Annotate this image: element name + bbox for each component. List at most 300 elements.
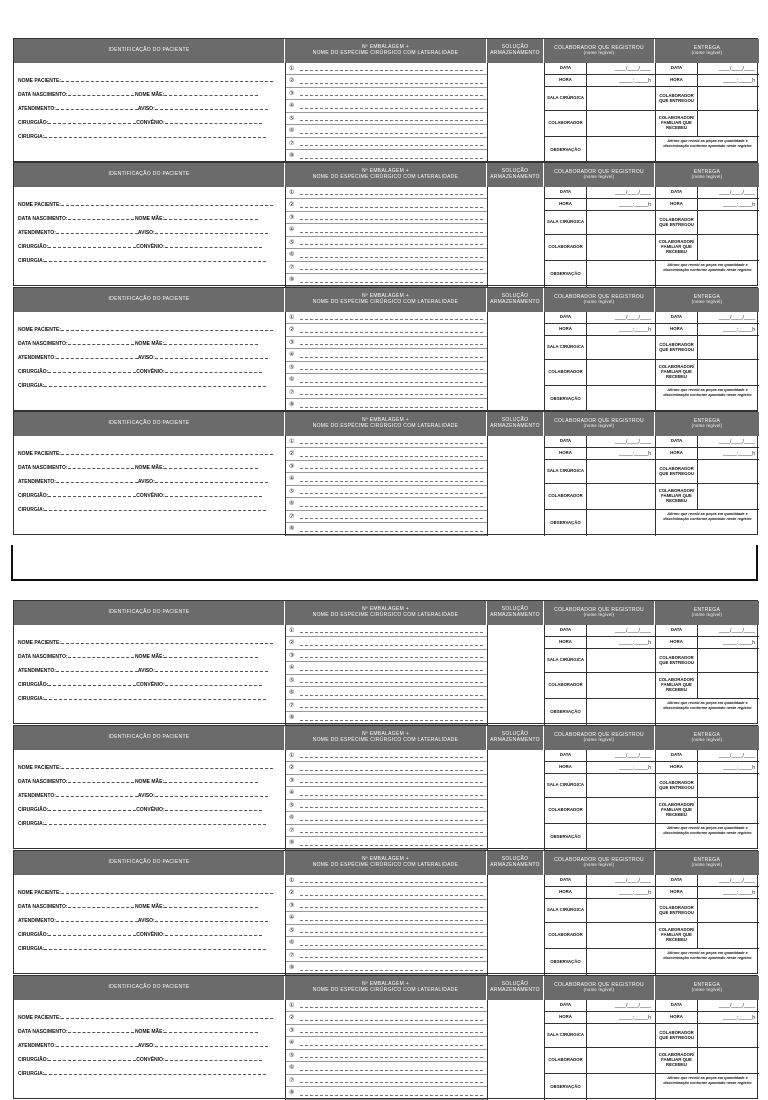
- collab-hour-row[interactable]: HORA _____:_____h: [545, 448, 655, 460]
- collab-observation-row[interactable]: OBSERVAÇÃO: [545, 510, 655, 536]
- solution-header: SOLUÇÃO ARMAZENAMENTO: [487, 601, 544, 625]
- specimen-record-block: [13, 850, 758, 974]
- specimen-row[interactable]: [286, 700, 487, 712]
- specimen-row[interactable]: [286, 337, 487, 349]
- collab-date-row[interactable]: DATA ____/____/____: [545, 63, 655, 75]
- birth-date-field[interactable]: DATA NASCIMENTO: NOME MÃE:: [18, 340, 258, 347]
- specimen-row[interactable]: [286, 713, 487, 725]
- specimen-row[interactable]: [286, 1075, 487, 1087]
- collab-room-row[interactable]: SALA CIRÚRGICA: [545, 899, 655, 923]
- specimen-number: ⑧: [289, 715, 295, 721]
- surgeon-field[interactable]: CIRURGIÃO: CONVÊNIO:: [18, 492, 262, 499]
- collaborator-column: [544, 312, 655, 412]
- specimen-number: ⑥: [289, 940, 295, 946]
- delivery-date-row[interactable]: DATA ____/____/____: [656, 312, 759, 324]
- patient-name-field[interactable]: NOME PACIENTE:: [18, 201, 273, 208]
- specimen-number: ⑤: [289, 488, 295, 495]
- mother-name-field[interactable]: NOME MÃE:: [134, 1029, 165, 1035]
- specimen-row[interactable]: [286, 688, 487, 700]
- delivery-hour-row[interactable]: HORA _____:_____h: [656, 637, 759, 649]
- collaborator-column: [544, 436, 655, 536]
- specimen-number: ①: [289, 189, 295, 196]
- specimen-row[interactable]: [286, 262, 487, 274]
- collaborator-header: COLABORADOR QUE REGISTROU (nome legível): [544, 288, 655, 312]
- affirmation-row: Afirmo que recebi as peças em quantidade e discriminação conforme apontado neste registro: [663, 263, 752, 272]
- service-field[interactable]: ATENDIMENTO: AVISO:: [18, 478, 268, 485]
- specimen-number: ⑥: [289, 252, 295, 258]
- specimen-number: ⑤: [289, 1052, 295, 1059]
- mother-name-field[interactable]: NOME MÃE:: [134, 904, 165, 910]
- specimen-row[interactable]: [286, 663, 487, 675]
- specimen-row[interactable]: [286, 312, 487, 324]
- specimen-number: ⑦: [289, 827, 295, 834]
- collaborator-column: [544, 1000, 655, 1100]
- specimen-number: ①: [289, 314, 295, 321]
- collab-room-row[interactable]: SALA CIRÚRGICA: [545, 649, 655, 673]
- specimen-row[interactable]: [286, 775, 487, 787]
- specimen-row[interactable]: [286, 250, 487, 262]
- delivery-hour-row[interactable]: HORA _____:_____h: [656, 324, 759, 336]
- solution-column[interactable]: [487, 875, 544, 975]
- insurance-field[interactable]: CONVÊNIO:: [136, 369, 165, 375]
- collab-room-row[interactable]: SALA CIRÚRGICA: [545, 87, 655, 111]
- specimen-number: ④: [289, 790, 295, 796]
- specimen-row[interactable]: [286, 511, 487, 523]
- patient-id-header: IDENTIFICAÇÃO DO PACIENTE: [14, 601, 285, 625]
- collab-observation-row[interactable]: OBSERVAÇÃO: [545, 137, 655, 163]
- specimen-number: ②: [289, 640, 295, 646]
- collaborator-column: [544, 63, 655, 163]
- patient-name-field[interactable]: NOME PACIENTE:: [18, 326, 273, 333]
- collab-observation-row[interactable]: OBSERVAÇÃO: [545, 1074, 655, 1100]
- specimen-row[interactable]: [286, 800, 487, 812]
- notice-field[interactable]: AVISO:: [137, 668, 155, 674]
- collaborator-column: [544, 750, 655, 850]
- received-by-row[interactable]: COLABORADOR/ FAMILIAR QUE RECEBEU: [656, 798, 759, 824]
- specimen-row[interactable]: [286, 76, 487, 88]
- service-field[interactable]: ATENDIMENTO: AVISO:: [18, 917, 268, 924]
- collab-room-row[interactable]: SALA CIRÚRGICA: [545, 774, 655, 798]
- birth-date-field[interactable]: DATA NASCIMENTO: NOME MÃE:: [18, 215, 258, 222]
- surgeon-field[interactable]: CIRURGIÃO: CONVÊNIO:: [18, 243, 262, 250]
- specimen-row[interactable]: [286, 650, 487, 662]
- surgery-field[interactable]: CIRURGIA:: [18, 1070, 266, 1077]
- insurance-field[interactable]: CONVÊNIO:: [136, 807, 165, 813]
- specimen-number: ⑧: [289, 277, 295, 283]
- specimen-row[interactable]: [286, 888, 487, 900]
- specimen-number: ⑥: [289, 128, 295, 134]
- notice-field[interactable]: AVISO:: [137, 918, 155, 924]
- notice-field[interactable]: AVISO:: [137, 793, 155, 799]
- specimen-number: ③: [289, 902, 295, 909]
- solution-header: SOLUÇÃO ARMAZENAMENTO: [487, 851, 544, 875]
- specimen-row[interactable]: [286, 375, 487, 387]
- specimen-row[interactable]: [286, 813, 487, 825]
- specimen-row[interactable]: [286, 763, 487, 775]
- specimen-row[interactable]: [286, 900, 487, 912]
- specimen-number: ⑤: [289, 802, 295, 809]
- affirmation-row: Afirmo que recebi as peças em quantidade e discriminação conforme apontado neste registro: [663, 388, 752, 397]
- birth-date-field[interactable]: DATA NASCIMENTO: NOME MÃE:: [18, 778, 258, 785]
- affirmation-row: Afirmo que recebi as peças em quantidade e discriminação conforme apontado neste registro: [663, 951, 752, 960]
- specimen-row[interactable]: [286, 325, 487, 337]
- solution-column[interactable]: [487, 750, 544, 850]
- notice-field[interactable]: AVISO:: [137, 230, 155, 236]
- notice-field[interactable]: AVISO:: [137, 106, 155, 112]
- delivery-date-row[interactable]: DATA ____/____/____: [656, 750, 759, 762]
- collab-observation-row[interactable]: OBSERVAÇÃO: [545, 386, 655, 412]
- specimen-list: [285, 436, 487, 536]
- solution-column[interactable]: [487, 312, 544, 412]
- delivery-date-row[interactable]: DATA ____/____/____: [656, 436, 759, 448]
- birth-date-field[interactable]: DATA NASCIMENTO: NOME MÃE:: [18, 653, 258, 660]
- birth-date-field[interactable]: DATA NASCIMENTO: NOME MÃE:: [18, 1028, 258, 1035]
- collab-name-row[interactable]: COLABORADOR: [545, 484, 655, 510]
- delivered-by-row[interactable]: COLABORADOR QUE ENTREGOU: [656, 899, 759, 923]
- collaborator-header: COLABORADOR QUE REGISTROU (nome legível): [544, 39, 655, 63]
- surgery-field[interactable]: CIRURGIA:: [18, 820, 266, 827]
- surgery-field[interactable]: CIRURGIA:: [18, 133, 266, 140]
- service-field[interactable]: ATENDIMENTO: AVISO:: [18, 792, 268, 799]
- delivery-date-row[interactable]: DATA ____/____/____: [656, 187, 759, 199]
- specimen-record-block: [13, 38, 758, 162]
- collab-name-row[interactable]: COLABORADOR: [545, 923, 655, 949]
- specimen-row[interactable]: [286, 138, 487, 150]
- specimen-list: [285, 875, 487, 975]
- service-field[interactable]: ATENDIMENTO: AVISO:: [18, 354, 268, 361]
- specimen-record-block: [13, 725, 758, 849]
- specimen-row[interactable]: [286, 350, 487, 362]
- specimen-row[interactable]: [286, 474, 487, 486]
- mother-name-field[interactable]: NOME MÃE:: [134, 92, 165, 98]
- collab-observation-row[interactable]: OBSERVAÇÃO: [545, 949, 655, 975]
- specimen-number: ⑧: [289, 840, 295, 846]
- delivery-column: [655, 625, 759, 725]
- specimen-row[interactable]: [286, 225, 487, 237]
- patient-name-field[interactable]: NOME PACIENTE:: [18, 639, 273, 646]
- surgeon-field[interactable]: CIRURGIÃO: CONVÊNIO:: [18, 681, 262, 688]
- service-field[interactable]: ATENDIMENTO: AVISO:: [18, 1042, 268, 1049]
- collab-observation-row[interactable]: OBSERVAÇÃO: [545, 699, 655, 725]
- specimen-list: [285, 187, 487, 287]
- specimen-number: ④: [289, 665, 295, 671]
- delivery-header: ENTREGA (nome legível): [655, 412, 759, 436]
- specimen-row[interactable]: [286, 200, 487, 212]
- collaborator-column: [544, 875, 655, 975]
- specimen-row[interactable]: [286, 237, 487, 249]
- delivery-header: ENTREGA (nome legível): [655, 976, 759, 1000]
- delivery-hour-row[interactable]: HORA _____:_____h: [656, 1012, 759, 1024]
- collab-date-row[interactable]: DATA ____/____/____: [545, 875, 655, 887]
- solution-column[interactable]: [487, 187, 544, 287]
- specimen-row[interactable]: [286, 101, 487, 113]
- delivery-header: ENTREGA (nome legível): [655, 601, 759, 625]
- specimen-number: ②: [289, 327, 295, 333]
- collab-date-row[interactable]: DATA ____/____/____: [545, 436, 655, 448]
- patient-id-header: IDENTIFICAÇÃO DO PACIENTE: [14, 163, 285, 187]
- specimen-number: ④: [289, 352, 295, 358]
- specimen-number: ④: [289, 476, 295, 482]
- notice-field[interactable]: AVISO:: [137, 479, 155, 485]
- mother-name-field[interactable]: NOME MÃE:: [134, 341, 165, 347]
- specimen-header: Nº EMBALAGEM + NOME DO ESPÉCIME CIRÚRGICO COM LATERALIDADE: [285, 601, 487, 625]
- specimen-row[interactable]: [286, 524, 487, 536]
- specimen-list: [285, 625, 487, 725]
- delivery-header: ENTREGA (nome legível): [655, 39, 759, 63]
- collab-name-row[interactable]: COLABORADOR: [545, 111, 655, 137]
- specimen-row[interactable]: [286, 1000, 487, 1012]
- delivered-by-row[interactable]: COLABORADOR QUE ENTREGOU: [656, 774, 759, 798]
- delivered-by-row[interactable]: COLABORADOR QUE ENTREGOU: [656, 336, 759, 360]
- specimen-number: ⑦: [289, 702, 295, 709]
- insurance-field[interactable]: CONVÊNIO:: [136, 493, 165, 499]
- collab-room-row[interactable]: SALA CIRÚRGICA: [545, 1024, 655, 1048]
- collaborator-header: COLABORADOR QUE REGISTROU (nome legível): [544, 726, 655, 750]
- specimen-row[interactable]: [286, 1025, 487, 1037]
- specimen-row[interactable]: [286, 387, 487, 399]
- collab-room-row[interactable]: SALA CIRÚRGICA: [545, 336, 655, 360]
- specimen-number: ⑥: [289, 815, 295, 821]
- delivery-header: ENTREGA (nome legível): [655, 163, 759, 187]
- received-by-row[interactable]: COLABORADOR/ FAMILIAR QUE RECEBEU: [656, 923, 759, 949]
- collab-date-row[interactable]: DATA ____/____/____: [545, 1000, 655, 1012]
- specimen-number: ③: [289, 463, 295, 470]
- specimen-row[interactable]: [286, 275, 487, 287]
- collab-name-row[interactable]: COLABORADOR: [545, 1048, 655, 1074]
- service-field[interactable]: ATENDIMENTO: AVISO:: [18, 229, 268, 236]
- specimen-row[interactable]: [286, 113, 487, 125]
- specimen-row[interactable]: [286, 1088, 487, 1100]
- collab-hour-row[interactable]: HORA _____:_____h: [545, 199, 655, 211]
- service-field[interactable]: ATENDIMENTO: AVISO:: [18, 667, 268, 674]
- collab-room-row[interactable]: SALA CIRÚRGICA: [545, 460, 655, 484]
- delivery-date-row[interactable]: DATA ____/____/____: [656, 63, 759, 75]
- received-by-row[interactable]: COLABORADOR/ FAMILIAR QUE RECEBEU: [656, 1048, 759, 1074]
- patient-id-header: IDENTIFICAÇÃO DO PACIENTE: [14, 976, 285, 1000]
- specimen-row[interactable]: [286, 1038, 487, 1050]
- notice-field[interactable]: AVISO:: [137, 355, 155, 361]
- surgery-field[interactable]: CIRURGIA:: [18, 945, 266, 952]
- specimen-row[interactable]: [286, 212, 487, 224]
- delivery-column: [655, 750, 759, 850]
- specimen-number: ⑦: [289, 1077, 295, 1084]
- specimen-header: Nº EMBALAGEM + NOME DO ESPÉCIME CIRÚRGICO COM LATERALIDADE: [285, 851, 487, 875]
- delivery-hour-row[interactable]: HORA _____:_____h: [656, 762, 759, 774]
- delivery-hour-row[interactable]: HORA _____:_____h: [656, 448, 759, 460]
- solution-column[interactable]: [487, 625, 544, 725]
- received-by-row[interactable]: COLABORADOR/ FAMILIAR QUE RECEBEU: [656, 484, 759, 510]
- birth-date-field[interactable]: DATA NASCIMENTO: NOME MÃE:: [18, 903, 258, 910]
- mother-name-field[interactable]: NOME MÃE:: [134, 465, 165, 471]
- specimen-record-block: [13, 287, 758, 411]
- received-by-row[interactable]: COLABORADOR/ FAMILIAR QUE RECEBEU: [656, 360, 759, 386]
- affirmation-row: Afirmo que recebi as peças em quantidade e discriminação conforme apontado neste registro: [663, 512, 752, 521]
- solution-header: SOLUÇÃO ARMAZENAMENTO: [487, 39, 544, 63]
- patient-id-header: IDENTIFICAÇÃO DO PACIENTE: [14, 726, 285, 750]
- delivery-column: [655, 1000, 759, 1100]
- solution-column[interactable]: [487, 1000, 544, 1100]
- specimen-row[interactable]: [286, 362, 487, 374]
- collab-name-row[interactable]: COLABORADOR: [545, 673, 655, 699]
- delivery-date-row[interactable]: DATA ____/____/____: [656, 875, 759, 887]
- specimen-row[interactable]: [286, 963, 487, 975]
- specimen-record-block: [13, 162, 758, 286]
- specimen-number: ⑤: [289, 677, 295, 684]
- specimen-list: [285, 63, 487, 163]
- collab-date-row[interactable]: DATA ____/____/____: [545, 750, 655, 762]
- delivery-hour-row[interactable]: HORA _____:_____h: [656, 75, 759, 87]
- specimen-row[interactable]: [286, 1063, 487, 1075]
- patient-name-field[interactable]: NOME PACIENTE:: [18, 764, 273, 771]
- solution-column[interactable]: [487, 436, 544, 536]
- delivered-by-row[interactable]: COLABORADOR QUE ENTREGOU: [656, 460, 759, 484]
- notice-field[interactable]: AVISO:: [137, 1043, 155, 1049]
- patient-name-field[interactable]: NOME PACIENTE:: [18, 450, 273, 457]
- solution-header: SOLUÇÃO ARMAZENAMENTO: [487, 288, 544, 312]
- insurance-field[interactable]: CONVÊNIO:: [136, 120, 165, 126]
- delivered-by-row[interactable]: COLABORADOR QUE ENTREGOU: [656, 87, 759, 111]
- affirmation-row: Afirmo que recebi as peças em quantidade e discriminação conforme apontado neste registro: [663, 826, 752, 835]
- service-field[interactable]: ATENDIMENTO: AVISO:: [18, 105, 268, 112]
- specimen-row[interactable]: [286, 449, 487, 461]
- specimen-number: ③: [289, 214, 295, 221]
- specimen-number: ②: [289, 202, 295, 208]
- specimen-row[interactable]: [286, 788, 487, 800]
- specimen-row[interactable]: [286, 486, 487, 498]
- specimen-number: ⑥: [289, 690, 295, 696]
- patient-id-header: IDENTIFICAÇÃO DO PACIENTE: [14, 39, 285, 63]
- specimen-row[interactable]: [286, 461, 487, 473]
- specimen-number: ⑧: [289, 402, 295, 408]
- specimen-row[interactable]: [286, 838, 487, 850]
- specimen-row[interactable]: [286, 938, 487, 950]
- insurance-field[interactable]: CONVÊNIO:: [136, 244, 165, 250]
- specimen-number: ④: [289, 1040, 295, 1046]
- specimen-number: ⑥: [289, 501, 295, 507]
- received-by-row[interactable]: COLABORADOR/ FAMILIAR QUE RECEBEU: [656, 235, 759, 261]
- delivered-by-row[interactable]: COLABORADOR QUE ENTREGOU: [656, 1024, 759, 1048]
- solution-header: SOLUÇÃO ARMAZENAMENTO: [487, 976, 544, 1000]
- specimen-row[interactable]: [286, 187, 487, 199]
- insurance-field[interactable]: CONVÊNIO:: [136, 682, 165, 688]
- collaborator-header: COLABORADOR QUE REGISTROU (nome legível): [544, 601, 655, 625]
- delivery-hour-row[interactable]: HORA _____:_____h: [656, 887, 759, 899]
- insurance-field[interactable]: CONVÊNIO:: [136, 932, 165, 938]
- specimen-row[interactable]: [286, 63, 487, 75]
- specimen-row[interactable]: [286, 625, 487, 637]
- collab-room-row[interactable]: SALA CIRÚRGICA: [545, 211, 655, 235]
- affirmation-row: Afirmo que recebi as peças em quantidade e discriminação conforme apontado neste registro: [663, 1076, 752, 1085]
- specimen-record-block: [13, 975, 758, 1099]
- specimen-number: ⑥: [289, 377, 295, 383]
- patient-name-field[interactable]: NOME PACIENTE:: [18, 889, 273, 896]
- patient-id-header: IDENTIFICAÇÃO DO PACIENTE: [14, 288, 285, 312]
- collab-observation-row[interactable]: OBSERVAÇÃO: [545, 261, 655, 287]
- specimen-row[interactable]: [286, 675, 487, 687]
- collab-name-row[interactable]: COLABORADOR: [545, 798, 655, 824]
- delivery-date-row[interactable]: DATA ____/____/____: [656, 1000, 759, 1012]
- delivered-by-row[interactable]: COLABORADOR QUE ENTREGOU: [656, 649, 759, 673]
- birth-date-field[interactable]: DATA NASCIMENTO: NOME MÃE:: [18, 91, 258, 98]
- collab-hour-row[interactable]: HORA _____:_____h: [545, 637, 655, 649]
- collab-name-row[interactable]: COLABORADOR: [545, 360, 655, 386]
- collab-hour-row[interactable]: HORA _____:_____h: [545, 762, 655, 774]
- specimen-number: ①: [289, 627, 295, 634]
- surgeon-field[interactable]: CIRURGIÃO: CONVÊNIO:: [18, 806, 262, 813]
- specimen-row[interactable]: [286, 925, 487, 937]
- specimen-number: ②: [289, 78, 295, 84]
- collab-hour-row[interactable]: HORA _____:_____h: [545, 1012, 655, 1024]
- specimen-number: ②: [289, 1015, 295, 1021]
- birth-date-field[interactable]: DATA NASCIMENTO: NOME MÃE:: [18, 464, 258, 471]
- received-by-row[interactable]: COLABORADOR/ FAMILIAR QUE RECEBEU: [656, 673, 759, 699]
- surgeon-field[interactable]: CIRURGIÃO: CONVÊNIO:: [18, 368, 262, 375]
- collab-hour-row[interactable]: HORA _____:_____h: [545, 75, 655, 87]
- specimen-row[interactable]: [286, 499, 487, 511]
- collaborator-column: [544, 187, 655, 287]
- collab-date-row[interactable]: DATA ____/____/____: [545, 625, 655, 637]
- delivery-hour-row[interactable]: HORA _____:_____h: [656, 199, 759, 211]
- surgeon-field[interactable]: CIRURGIÃO: CONVÊNIO:: [18, 1056, 262, 1063]
- received-by-row[interactable]: COLABORADOR/ FAMILIAR QUE RECEBEU: [656, 111, 759, 137]
- specimen-number: ③: [289, 339, 295, 346]
- collab-hour-row[interactable]: HORA _____:_____h: [545, 887, 655, 899]
- solution-header: SOLUÇÃO ARMAZENAMENTO: [487, 412, 544, 436]
- surgeon-field[interactable]: CIRURGIÃO: CONVÊNIO:: [18, 931, 262, 938]
- specimen-header: Nº EMBALAGEM + NOME DO ESPÉCIME CIRÚRGICO COM LATERALIDADE: [285, 39, 487, 63]
- mother-name-field[interactable]: NOME MÃE:: [134, 779, 165, 785]
- patient-name-field[interactable]: NOME PACIENTE:: [18, 1014, 273, 1021]
- mother-name-field[interactable]: NOME MÃE:: [134, 216, 165, 222]
- specimen-row[interactable]: [286, 825, 487, 837]
- mother-name-field[interactable]: NOME MÃE:: [134, 654, 165, 660]
- delivery-date-row[interactable]: DATA ____/____/____: [656, 625, 759, 637]
- specimen-row[interactable]: [286, 126, 487, 138]
- specimen-row[interactable]: [286, 436, 487, 448]
- collab-date-row[interactable]: DATA ____/____/____: [545, 187, 655, 199]
- specimen-number: ⑤: [289, 927, 295, 934]
- specimen-row[interactable]: [286, 950, 487, 962]
- insurance-field[interactable]: CONVÊNIO:: [136, 1057, 165, 1063]
- collab-date-row[interactable]: DATA ____/____/____: [545, 312, 655, 324]
- specimen-number: ⑧: [289, 965, 295, 971]
- patient-name-field[interactable]: NOME PACIENTE:: [18, 77, 273, 84]
- solution-column[interactable]: [487, 63, 544, 163]
- specimen-row[interactable]: [286, 88, 487, 100]
- specimen-row[interactable]: [286, 913, 487, 925]
- collaborator-header: COLABORADOR QUE REGISTROU (nome legível): [544, 412, 655, 436]
- specimen-record-block: [13, 600, 758, 724]
- collab-observation-row[interactable]: OBSERVAÇÃO: [545, 824, 655, 850]
- specimen-row[interactable]: [286, 750, 487, 762]
- delivery-header: ENTREGA (nome legível): [655, 726, 759, 750]
- delivered-by-row[interactable]: COLABORADOR QUE ENTREGOU: [656, 211, 759, 235]
- delivery-header: ENTREGA (nome legível): [655, 851, 759, 875]
- surgery-field[interactable]: CIRURGIA:: [18, 506, 266, 513]
- affirmation-row: Afirmo que recebi as peças em quantidade e discriminação conforme apontado neste registro: [663, 139, 752, 148]
- surgery-field[interactable]: CIRURGIA:: [18, 695, 266, 702]
- specimen-row[interactable]: [286, 1013, 487, 1025]
- collab-name-row[interactable]: COLABORADOR: [545, 235, 655, 261]
- collab-hour-row[interactable]: HORA _____:_____h: [545, 324, 655, 336]
- surgery-field[interactable]: CIRURGIA:: [18, 382, 266, 389]
- specimen-number: ⑦: [289, 140, 295, 147]
- specimen-row[interactable]: [286, 638, 487, 650]
- surgery-field[interactable]: CIRURGIA:: [18, 257, 266, 264]
- specimen-row[interactable]: [286, 875, 487, 887]
- specimen-row[interactable]: [286, 1050, 487, 1062]
- surgeon-field[interactable]: CIRURGIÃO: CONVÊNIO:: [18, 119, 262, 126]
